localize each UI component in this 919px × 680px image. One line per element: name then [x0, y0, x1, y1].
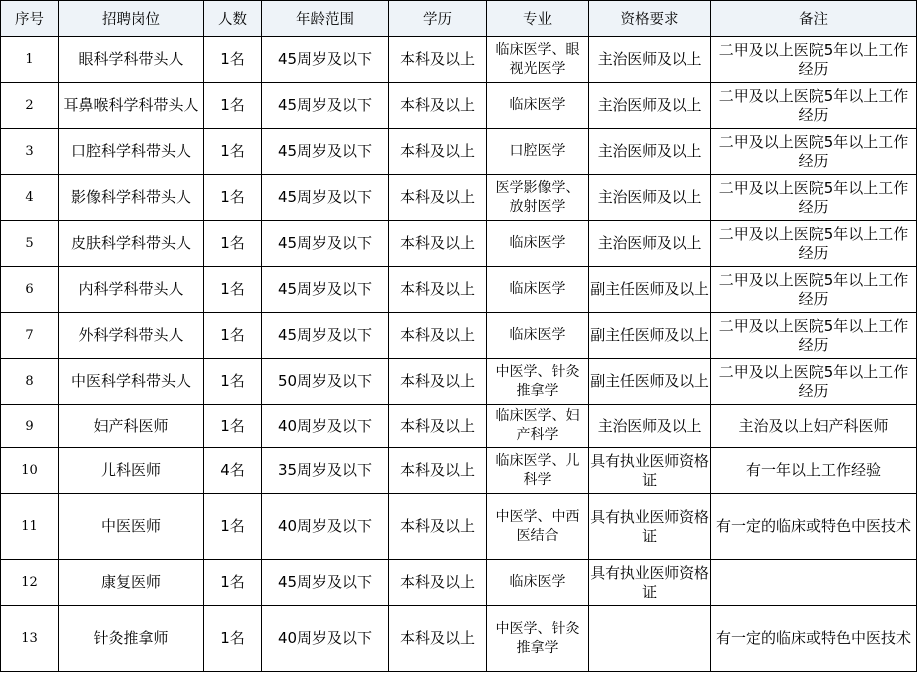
cell-qualification [589, 606, 711, 672]
cell-count: 1名 [204, 129, 262, 175]
cell-age: 45周岁及以下 [262, 560, 389, 606]
cell-count: 1名 [204, 83, 262, 129]
table-row [1, 494, 917, 560]
cell-seq: 5 [1, 221, 59, 267]
cell-education: 本科及以上 [389, 83, 487, 129]
cell-count: 1名 [204, 313, 262, 359]
cell-seq: 4 [1, 175, 59, 221]
cell-count: 1名 [204, 175, 262, 221]
cell-count: 1名 [204, 494, 262, 560]
cell-age: 45周岁及以下 [262, 313, 389, 359]
cell-count: 1名 [204, 267, 262, 313]
cell-education: 本科及以上 [389, 448, 487, 494]
cell-qualification: 具有执业医师资格证 [589, 494, 711, 560]
cell-age: 45周岁及以下 [262, 267, 389, 313]
cell-remarks: 有一定的临床或特色中医技术 [711, 494, 917, 560]
cell-major: 临床医学 [487, 560, 589, 606]
cell-count: 1名 [204, 221, 262, 267]
cell-qualification: 主治医师及以上 [589, 221, 711, 267]
cell-seq: 11 [1, 494, 59, 560]
cell-remarks: 二甲及以上医院5年以上工作经历 [711, 359, 917, 405]
cell-major: 临床医学 [487, 267, 589, 313]
cell-remarks [711, 560, 917, 606]
cell-seq: 2 [1, 83, 59, 129]
cell-education: 本科及以上 [389, 313, 487, 359]
cell-qualification: 副主任医师及以上 [589, 267, 711, 313]
cell-seq: 1 [1, 37, 59, 83]
cell-qualification: 副主任医师及以上 [589, 313, 711, 359]
cell-position: 内科学科带头人 [59, 267, 204, 313]
cell-education: 本科及以上 [389, 494, 487, 560]
cell-count: 1名 [204, 405, 262, 448]
cell-qualification: 主治医师及以上 [589, 405, 711, 448]
table-row [1, 313, 917, 359]
cell-count: 1名 [204, 560, 262, 606]
cell-age: 45周岁及以下 [262, 221, 389, 267]
cell-position: 外科学科带头人 [59, 313, 204, 359]
cell-count: 1名 [204, 606, 262, 672]
cell-major: 中医学、针灸推拿学 [487, 359, 589, 405]
cell-major: 口腔医学 [487, 129, 589, 175]
cell-qualification: 主治医师及以上 [589, 129, 711, 175]
cell-major: 临床医学 [487, 221, 589, 267]
cell-education: 本科及以上 [389, 560, 487, 606]
table-row [1, 448, 917, 494]
cell-qualification: 具有执业医师资格证 [589, 448, 711, 494]
cell-position: 中医医师 [59, 494, 204, 560]
cell-major: 中医学、中西医结合 [487, 494, 589, 560]
cell-seq: 8 [1, 359, 59, 405]
cell-seq: 13 [1, 606, 59, 672]
cell-seq: 9 [1, 405, 59, 448]
cell-seq: 6 [1, 267, 59, 313]
header-remarks: 备注 [711, 1, 917, 37]
cell-seq: 7 [1, 313, 59, 359]
cell-remarks: 二甲及以上医院5年以上工作经历 [711, 83, 917, 129]
cell-major: 医学影像学、放射医学 [487, 175, 589, 221]
cell-remarks: 二甲及以上医院5年以上工作经历 [711, 313, 917, 359]
table-row [1, 560, 917, 606]
cell-position: 康复医师 [59, 560, 204, 606]
cell-count: 4名 [204, 448, 262, 494]
table-row [1, 359, 917, 405]
cell-education: 本科及以上 [389, 267, 487, 313]
cell-age: 35周岁及以下 [262, 448, 389, 494]
cell-education: 本科及以上 [389, 37, 487, 83]
cell-education: 本科及以上 [389, 175, 487, 221]
cell-remarks: 有一定的临床或特色中医技术 [711, 606, 917, 672]
table-header-row [1, 1, 917, 37]
header-major: 专业 [487, 1, 589, 37]
cell-age: 45周岁及以下 [262, 37, 389, 83]
table-row [1, 405, 917, 448]
header-seq: 序号 [1, 1, 59, 37]
table-row [1, 129, 917, 175]
cell-remarks: 有一年以上工作经验 [711, 448, 917, 494]
table-row [1, 221, 917, 267]
cell-qualification: 具有执业医师资格证 [589, 560, 711, 606]
cell-count: 1名 [204, 37, 262, 83]
cell-position: 中医科学科带头人 [59, 359, 204, 405]
header-education: 学历 [389, 1, 487, 37]
header-age: 年龄范围 [262, 1, 389, 37]
cell-qualification: 主治医师及以上 [589, 37, 711, 83]
cell-education: 本科及以上 [389, 359, 487, 405]
cell-seq: 10 [1, 448, 59, 494]
cell-remarks: 主治及以上妇产科医师 [711, 405, 917, 448]
table-row [1, 175, 917, 221]
cell-remarks: 二甲及以上医院5年以上工作经历 [711, 267, 917, 313]
cell-major: 临床医学 [487, 83, 589, 129]
cell-position: 儿科医师 [59, 448, 204, 494]
header-position: 招聘岗位 [59, 1, 204, 37]
cell-position: 影像科学科带头人 [59, 175, 204, 221]
cell-major: 临床医学 [487, 313, 589, 359]
table-row [1, 606, 917, 672]
cell-seq: 12 [1, 560, 59, 606]
cell-age: 40周岁及以下 [262, 494, 389, 560]
cell-age: 45周岁及以下 [262, 129, 389, 175]
cell-position: 皮肤科学科带头人 [59, 221, 204, 267]
cell-education: 本科及以上 [389, 405, 487, 448]
cell-remarks: 二甲及以上医院5年以上工作经历 [711, 37, 917, 83]
cell-position: 针灸推拿师 [59, 606, 204, 672]
cell-age: 50周岁及以下 [262, 359, 389, 405]
cell-qualification: 副主任医师及以上 [589, 359, 711, 405]
cell-position: 口腔科学科带头人 [59, 129, 204, 175]
cell-age: 45周岁及以下 [262, 83, 389, 129]
cell-age: 40周岁及以下 [262, 606, 389, 672]
cell-position: 眼科学科带头人 [59, 37, 204, 83]
cell-remarks: 二甲及以上医院5年以上工作经历 [711, 175, 917, 221]
cell-qualification: 主治医师及以上 [589, 83, 711, 129]
cell-major: 临床医学、眼视光医学 [487, 37, 589, 83]
cell-education: 本科及以上 [389, 221, 487, 267]
cell-major: 中医学、针灸推拿学 [487, 606, 589, 672]
table-row [1, 83, 917, 129]
header-count: 人数 [204, 1, 262, 37]
cell-qualification: 主治医师及以上 [589, 175, 711, 221]
cell-age: 40周岁及以下 [262, 405, 389, 448]
cell-count: 1名 [204, 359, 262, 405]
cell-position: 妇产科医师 [59, 405, 204, 448]
cell-remarks: 二甲及以上医院5年以上工作经历 [711, 221, 917, 267]
cell-major: 临床医学、妇产科学 [487, 405, 589, 448]
cell-seq: 3 [1, 129, 59, 175]
cell-education: 本科及以上 [389, 606, 487, 672]
cell-position: 耳鼻喉科学科带头人 [59, 83, 204, 129]
cell-remarks: 二甲及以上医院5年以上工作经历 [711, 129, 917, 175]
table-row [1, 267, 917, 313]
cell-major: 临床医学、儿科学 [487, 448, 589, 494]
cell-education: 本科及以上 [389, 129, 487, 175]
table-row [1, 37, 917, 83]
header-qualification: 资格要求 [589, 1, 711, 37]
cell-age: 45周岁及以下 [262, 175, 389, 221]
